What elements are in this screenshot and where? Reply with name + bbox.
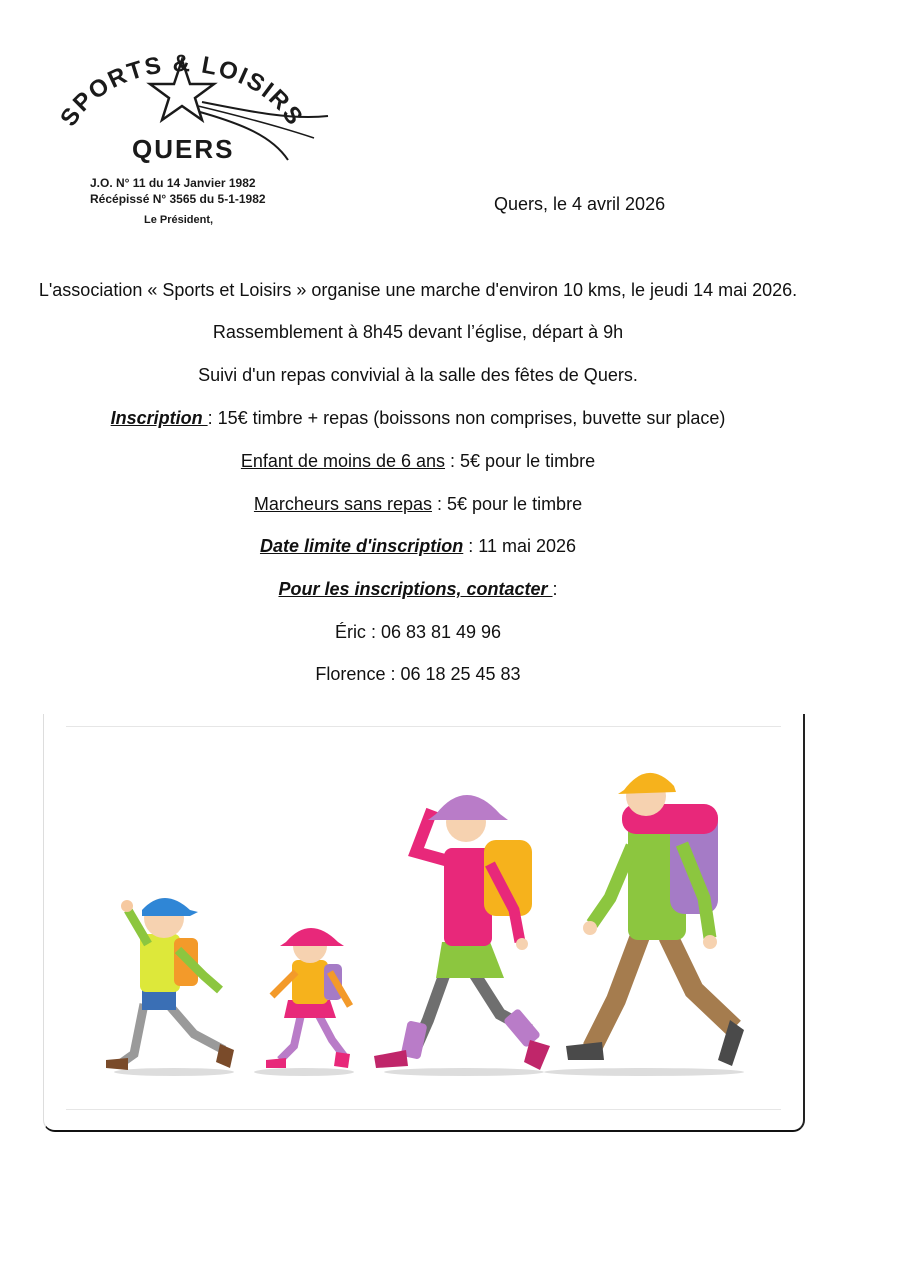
contact-label: Pour les inscriptions, contacter	[278, 579, 553, 599]
hikers-illustration-frame	[43, 714, 805, 1132]
hiking-family-illustration	[44, 714, 804, 1130]
association-logo	[52, 20, 352, 260]
contact-florence: Florence : 06 18 25 45 83	[315, 664, 521, 684]
walkers-text: : 5€ pour le timbre	[432, 494, 583, 514]
contact-heading	[0, 579, 836, 600]
walkers-price-line	[0, 494, 836, 515]
man-hiker-figure	[566, 773, 744, 1066]
logo-receipt-line: Récépissé N° 3565 du 5-1-1982	[90, 192, 266, 206]
children-label: Enfant de moins de 6 ans	[240, 451, 446, 471]
logo-arc-text: SPORTS & LOISIRS	[55, 50, 309, 132]
inscription-label: Inscription	[110, 408, 208, 428]
logo-name: QUERS	[132, 134, 235, 164]
contact-eric: Éric : 06 83 81 49 96	[334, 622, 502, 642]
girl-hiker-figure	[266, 928, 350, 1068]
children-text: : 5€ pour le timbre	[445, 451, 596, 471]
logo-registration-line: J.O. N° 11 du 14 Janvier 1982	[90, 176, 256, 190]
meal-info: Suivi d'un repas convivial à la salle des fêtes de Quers.	[198, 365, 638, 385]
boy-hiker-figure	[106, 898, 234, 1070]
letter-date: Quers, le 4 avril 2026	[494, 194, 666, 214]
contact-colon: :	[552, 579, 558, 599]
deadline-line	[0, 536, 836, 557]
intro-paragraph: L'association « Sports et Loisirs » organise une marche d'environ 10 kms, le jeudi 14 mai 2026.	[38, 280, 798, 300]
walkers-label: Marcheurs sans repas	[253, 494, 432, 514]
deadline-label: Date limite d'inscription	[259, 536, 464, 556]
meeting-info: Rassemblement à 8h45 devant l’église, départ à 9h	[212, 322, 624, 342]
woman-hiker-figure	[374, 795, 550, 1070]
logo-president-line: Le Président,	[144, 214, 214, 226]
children-price-line	[0, 451, 836, 472]
inscription-line	[0, 408, 836, 429]
deadline-text: : 11 mai 2026	[463, 536, 577, 556]
inscription-text: : 15€ timbre + repas (boissons non comprises, buvette sur place)	[207, 408, 726, 428]
